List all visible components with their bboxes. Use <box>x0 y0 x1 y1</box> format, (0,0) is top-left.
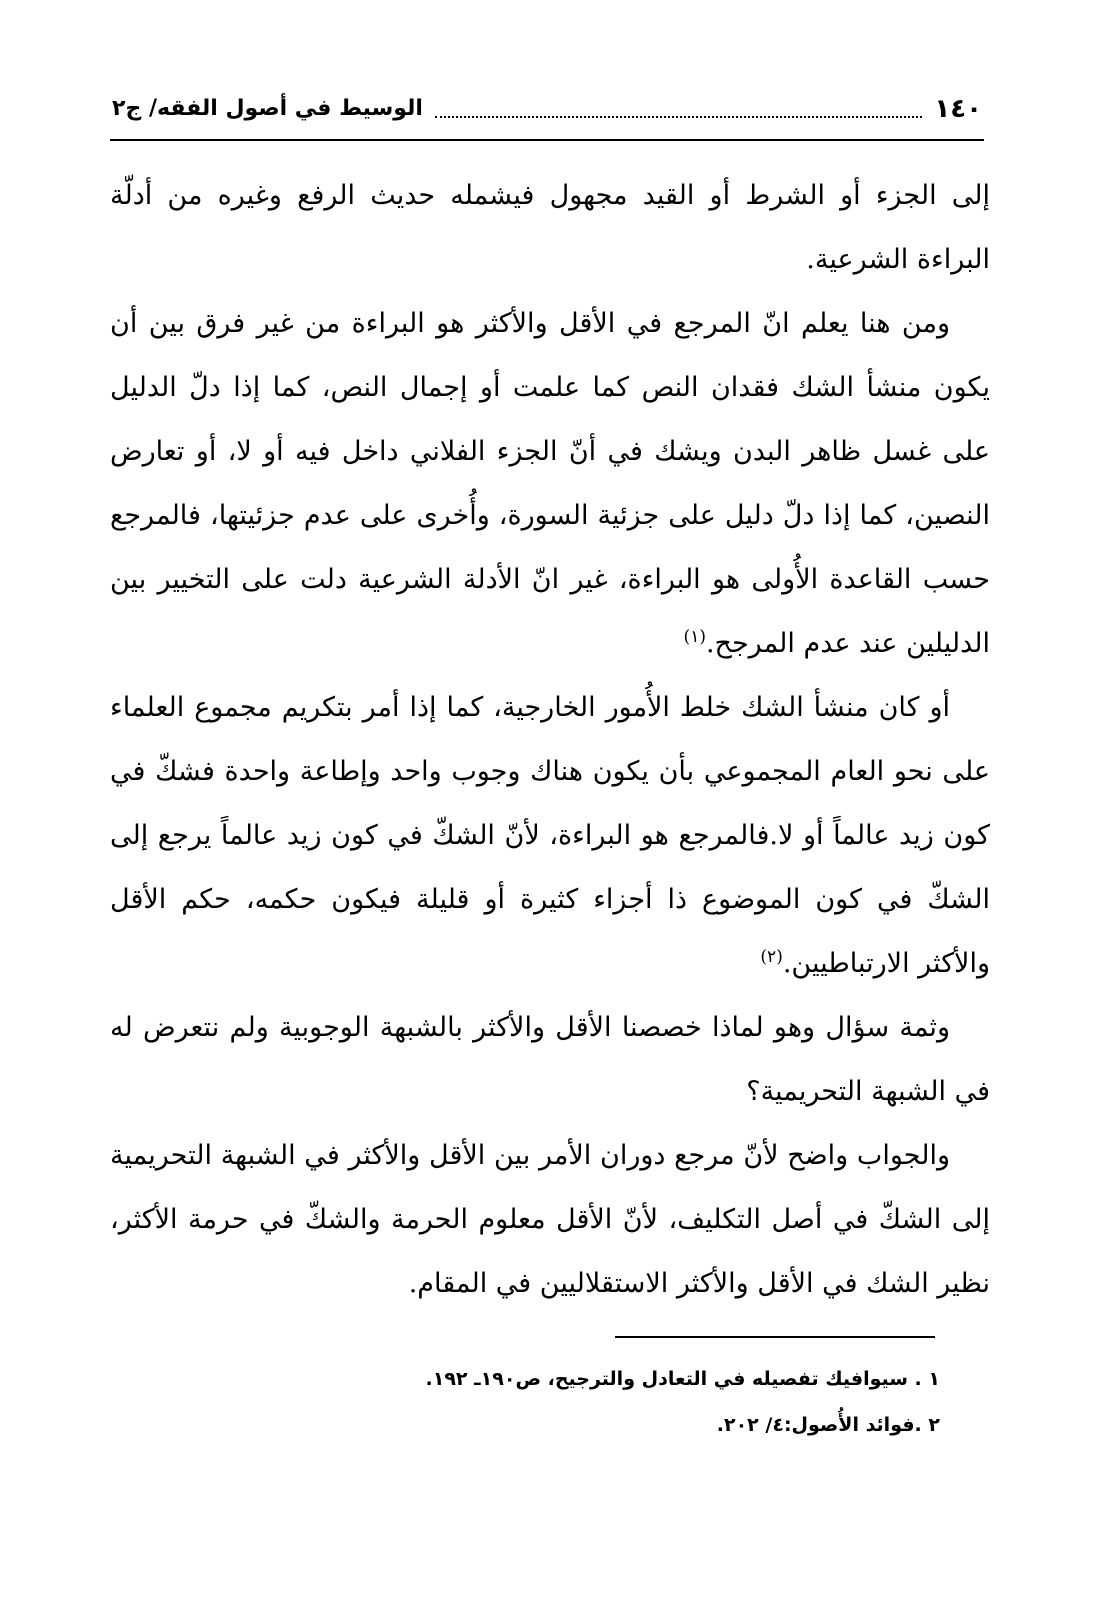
paragraph-text: إلى الجزء أو الشرط أو القيد مجهول فيشمله حديث الرفع وغيره من أدلّة البراءة الشرعية. <box>110 180 990 275</box>
paragraph <box>110 676 990 996</box>
paragraph-text: والجواب واضح لأنّ مرجع دوران الأمر بين الأقل والأكثر في الشبهة التحريمية إلى الشكّ في أصل التكليف، لأنّ الأقل معلوم الحرمة والشكّ في حرمة الأكثر، نظير الشك في الأقل والأكثر الاستقلاليين في المقام. <box>110 1140 990 1299</box>
page-number: ١٤٠ <box>934 94 982 124</box>
paragraph <box>110 292 990 676</box>
paragraph-text: وثمة سؤال وهو لماذا خصصنا الأقل والأكثر بالشبهة الوجوبية ولم نتعرض له في الشبهة التحريمية؟ <box>110 1012 990 1107</box>
paragraph <box>110 996 990 1124</box>
running-header <box>112 84 982 124</box>
paragraph <box>110 164 990 292</box>
running-title: الوسيط في أصول الفقه/ ج٢ <box>112 96 423 121</box>
footnote-1: ١ . سيوافيك تفصيله في التعادل والترجيح، ص١٩٠ـ ١٩٢. <box>425 1368 940 1390</box>
footnote-rule <box>615 1336 935 1338</box>
header-dot-leader <box>435 115 923 118</box>
paragraph <box>110 1124 990 1316</box>
header-rule <box>110 139 984 141</box>
footnote-ref-2: (٢) <box>760 947 783 967</box>
footnote-ref-1: (١) <box>683 627 706 647</box>
paragraph-text: ومن هنا يعلم انّ المرجع في الأقل والأكثر هو البراءة من غير فرق بين أن يكون منشأ الشك فقدان النص كما علمت أو إجمال النص، كما إذا دلّ الدليل على غسل ظاهر البدن ويشك في أنّ الجزء الفلاني داخل فيه أو لا، أو تعارض النصين، كما إذا دلّ دليل على جزئية السورة، وأُخرى على عدم جزئيتها، فالمرجع حسب القاعدة الأُولى هو البراءة، غير انّ الأدلة الشرعية دلت على التخيير بين الدليلين عند عدم المرجح. <box>110 308 990 659</box>
footnote-2: ٢ .فوائد الأُصول:٤/ ٢٠٢. <box>716 1414 940 1436</box>
paragraph-text: أو كان منشأ الشك خلط الأُمور الخارجية، كما إذا أمر بتكريم مجموع العلماء على نحو العام المجموعي بأن يكون هناك وجوب واحد وإطاعة واحدة فشكّ في كون زيد عالماً أو لا.فالمرجع هو البراءة، لأنّ الشكّ في كون زيد عالماً يرجع إلى الشكّ في كون الموضوع ذا أجزاء كثيرة أو قليلة فيكون حكمه، حكم الأقل والأكثر الارتباطيين. <box>110 692 990 979</box>
main-text <box>110 164 990 1316</box>
footnotes <box>300 1356 940 1448</box>
